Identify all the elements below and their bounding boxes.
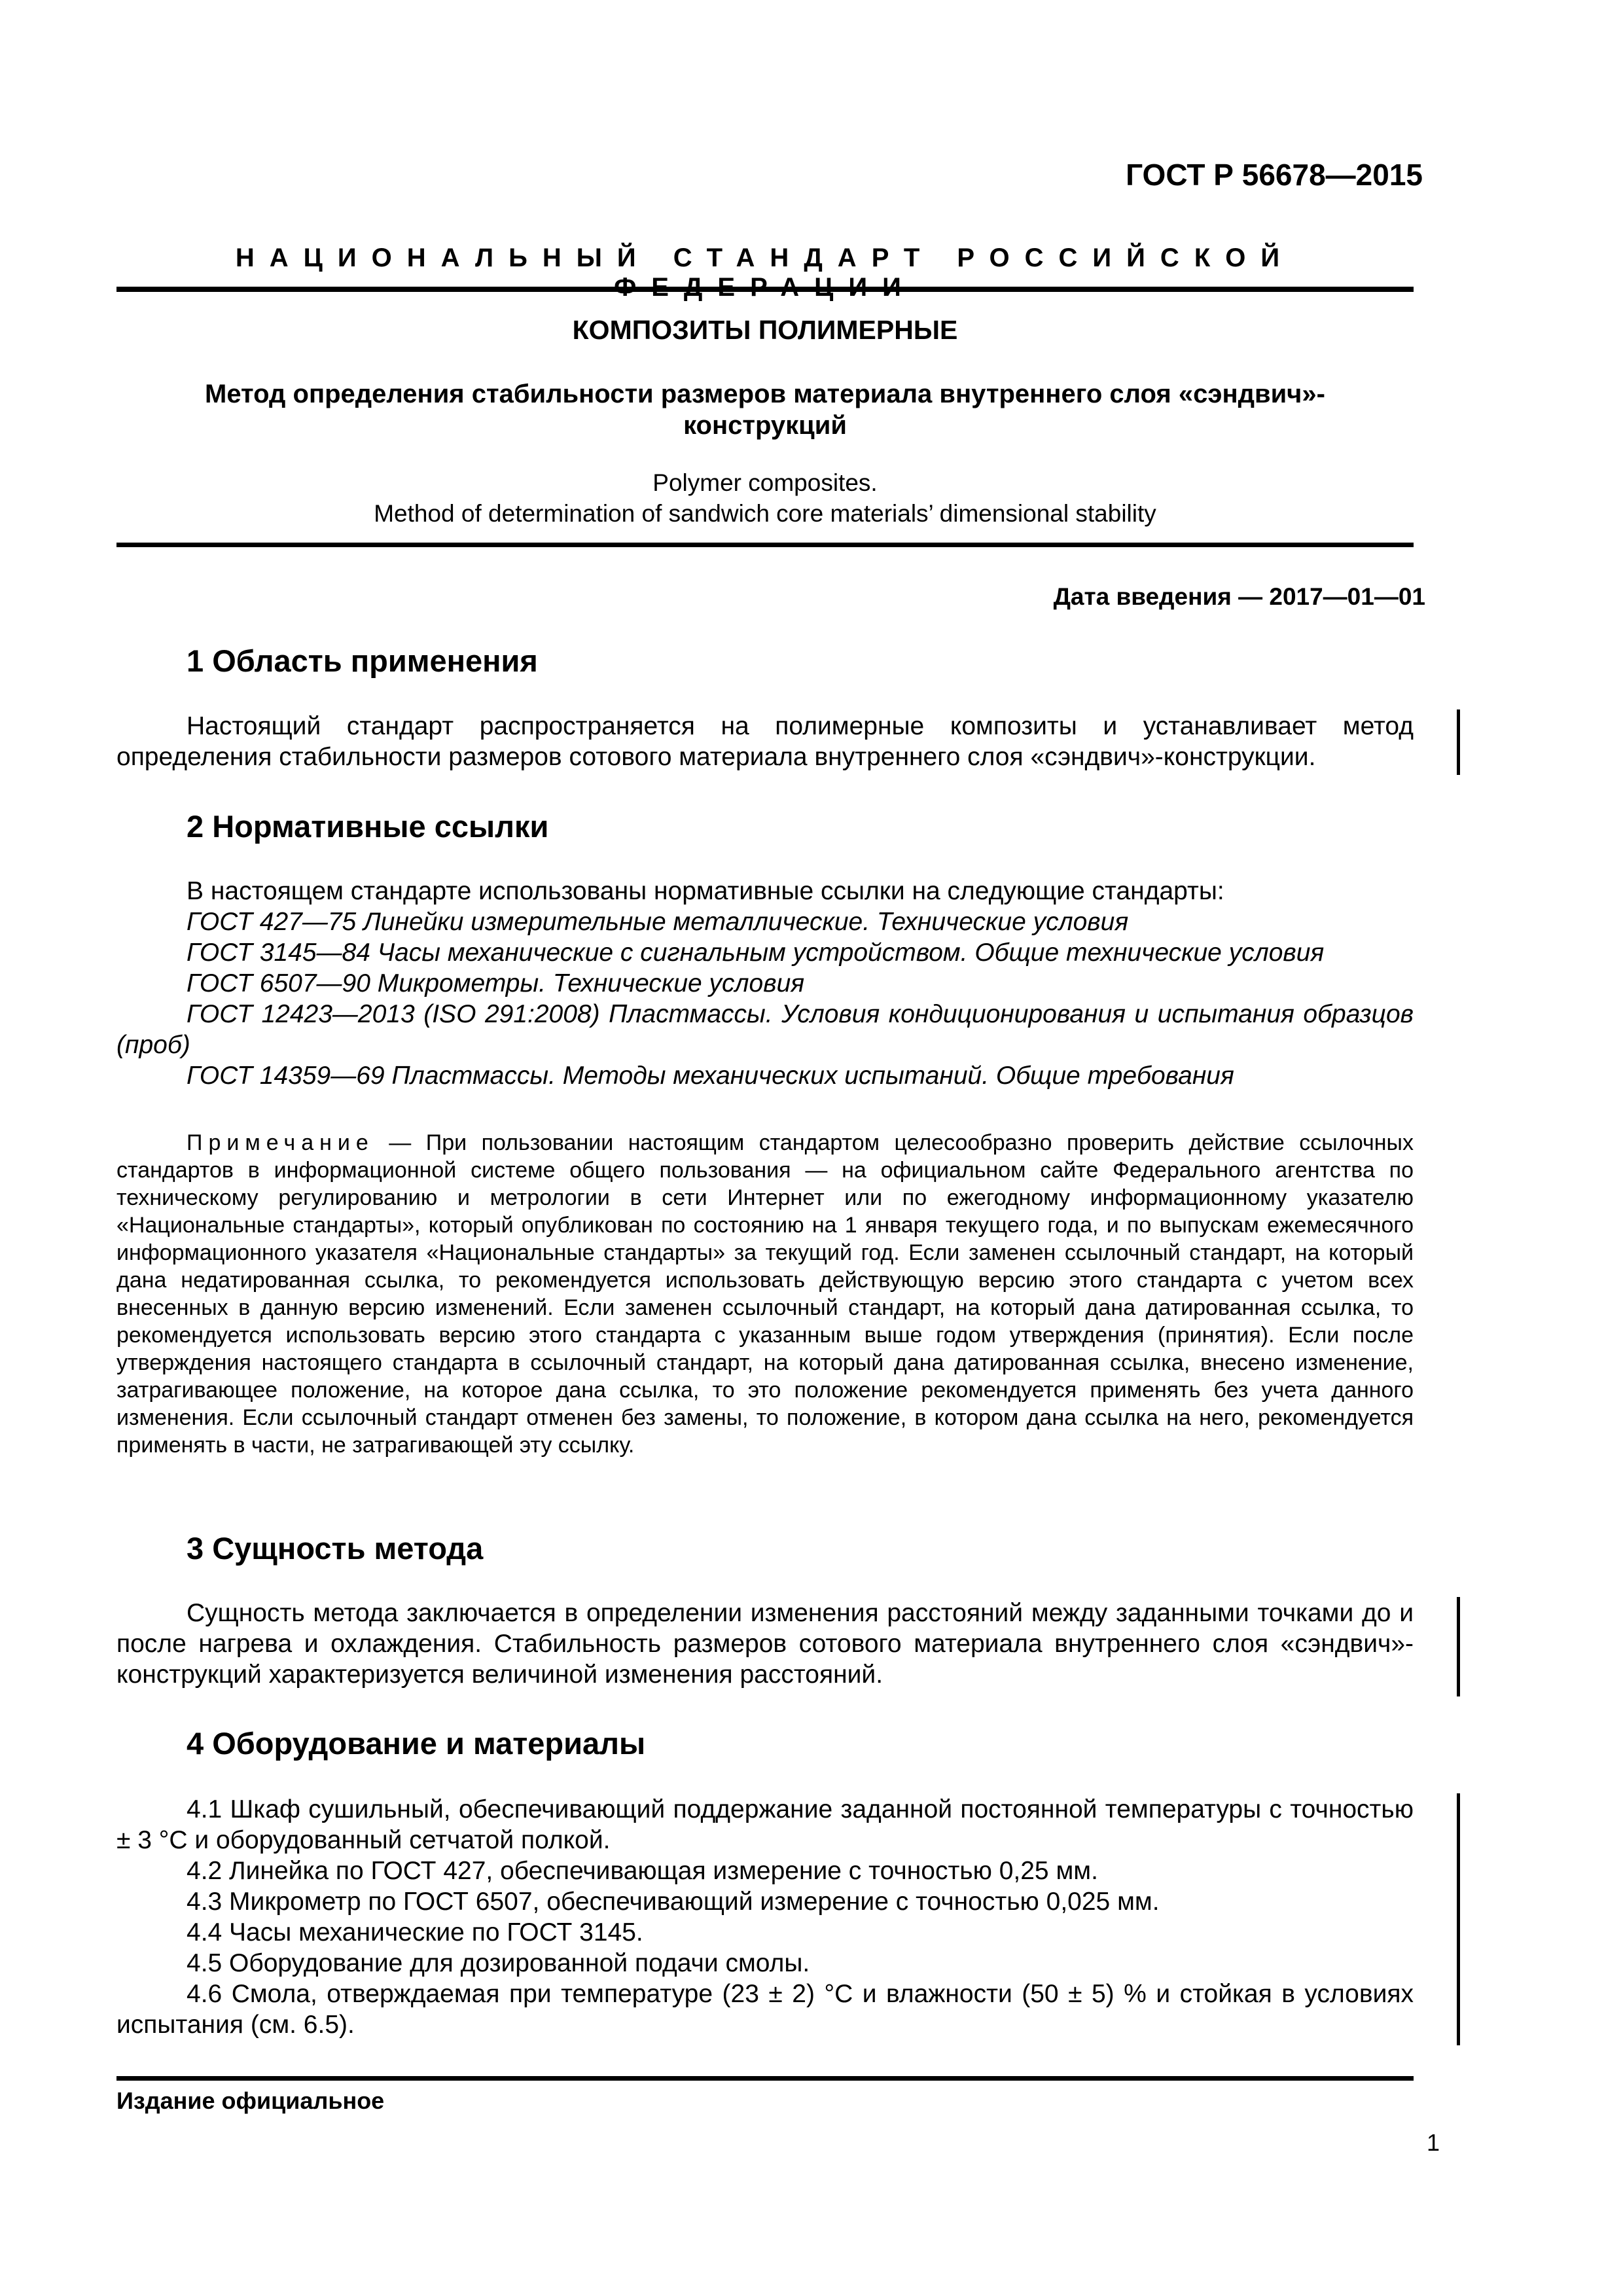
section-1-body (116, 711, 1414, 772)
note-text: — При пользовании настоящим стандартом целесообразно проверить действие ссылочных стандартов в информационной системе общего пользования — на официальном сайте Федерального агентства по техническому регулированию и метрологии в сети Интернет или по ежегодному информационному указателю «Национальные стандарты», который опубликован по состоянию на 1 января текущего года, и по выпускам ежемесячного информационного указателя «Национальные стандарты» за текущий год. Если заменен ссылочный стандарт, на который дана недатированная ссылка, то рекомендуется использовать действующую версию этого стандарта с учетом всех внесенных в данную версию изменений. Если заменен ссылочный стандарт, на который дана датированная ссылка, то рекомендуется использовать версию этого стандарта с указанным выше годом утверждения (принятия). Если после утверждения настоящего стандарта в ссылочный стандарт, на который дана датированная ссылка, внесено изменение, затрагивающее положение, на которое дана ссылка, то это положение рекомендуется применять без учета данного изменения. Если ссылочный стандарт отменен без замены, то положение, в котором дана ссылка на него, рекомендуется применять в части, не затрагивающей эту ссылку. (116, 1130, 1414, 1458)
english-title-line1: Polymer composites. (652, 469, 878, 496)
note-label: Примечание (187, 1130, 374, 1155)
standard-number: ГОСТ Р 56678—2015 (1126, 158, 1423, 192)
section-2-heading: 2 Нормативные ссылки (187, 809, 549, 844)
change-bar (1457, 1793, 1460, 2045)
section-3-text: Сущность метода заключается в определении изменения расстояний между заданными точками до и после нагрева и охлаждения. Стабильность размеров сотового материала внутреннего слоя «сэндвич»-конструкций характеризуется величиной изменения расстояний. (116, 1599, 1414, 1689)
edition-label: Издание официальное (116, 2087, 385, 2114)
change-bar (1457, 709, 1460, 775)
section-4-body (116, 1794, 1414, 2040)
note-block (116, 1129, 1414, 1459)
equipment-item: 4.3 Микрометр по ГОСТ 6507, обеспечивающий измерение с точностью 0,025 мм. (187, 1888, 1160, 1916)
equipment-item: 4.2 Линейка по ГОСТ 427, обеспечивающая измерение с точностью 0,25 мм. (187, 1857, 1098, 1885)
document-subtitle-line1: Метод определения стабильности размеров материала внутреннего слоя «сэндвич»- (205, 380, 1325, 408)
page-number: 1 (1426, 2129, 1440, 2156)
section-1-text: Настоящий стандарт распространяется на полимерные композиты и устанавливает метод определения стабильности размеров сотового материала внутреннего слоя «сэндвич»-конструкции. (116, 712, 1414, 771)
header-rule (116, 287, 1414, 292)
section-2-body (116, 876, 1414, 1091)
change-bar (1457, 1597, 1460, 1696)
equipment-item: 4.5 Оборудование для дозированной подачи смолы. (187, 1949, 810, 1977)
section-1-heading: 1 Область применения (187, 643, 538, 678)
section-3-heading: 3 Сущность метода (187, 1531, 484, 1566)
reference-item: ГОСТ 14359—69 Пластмассы. Методы механических испытаний. Общие требования (187, 1062, 1234, 1090)
document-subtitle-line2: конструкций (683, 411, 847, 440)
title-rule (116, 543, 1414, 547)
footer-rule (116, 2076, 1414, 2081)
section-3-body (116, 1598, 1414, 1690)
reference-item: ГОСТ 3145—84 Часы механические с сигнальным устройством. Общие технические условия (187, 939, 1325, 967)
section-2-intro: В настоящем стандарте использованы нормативные ссылки на следующие стандарты: (187, 877, 1224, 905)
reference-item: ГОСТ 6507—90 Микрометры. Технические условия (187, 969, 805, 997)
equipment-item: 4.4 Часы механические по ГОСТ 3145. (187, 1918, 643, 1946)
reference-item: ГОСТ 427—75 Линейки измерительные металлические. Технические условия (187, 908, 1129, 936)
reference-item: ГОСТ 12423—2013 (ISO 291:2008) Пластмассы. Условия кондиционирования и испытания образцов (проб) (116, 1000, 1414, 1059)
english-title-line2: Method of determination of sandwich core materials’ dimensional stability (374, 500, 1156, 527)
equipment-item: 4.6 Смола, отверждаемая при температуре (23 ± 2) °С и влажности (50 ± 5) % и стойкая в условиях испытания (см. 6.5). (116, 1980, 1414, 2039)
introduction-date: Дата введения — 2017—01—01 (1053, 583, 1425, 610)
document-title: КОМПОЗИТЫ ПОЛИМЕРНЫЕ (572, 315, 958, 345)
equipment-item: 4.1 Шкаф сушильный, обеспечивающий поддержание заданной постоянной температуры с точностью ± 3 °С и оборудованный сетчатой полкой. (116, 1795, 1414, 1854)
section-4-heading: 4 Оборудование и материалы (187, 1726, 646, 1761)
national-standard-title: НАЦИОНАЛЬНЫЙ СТАНДАРТ РОССИЙСКОЙ (235, 243, 1295, 272)
